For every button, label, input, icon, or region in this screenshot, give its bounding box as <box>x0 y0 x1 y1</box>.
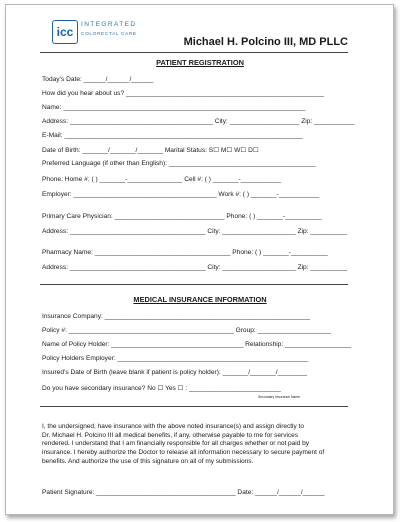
consent-line: rendered. I understand that I am financially responsible for all charges whether or not paid by <box>42 440 310 448</box>
consent-line: Dr. Michael H. Polcino III all medical benefits, if any, otherwise payable to me for services <box>42 431 299 439</box>
header-divider <box>40 52 348 53</box>
assignment-of-benefits-text <box>42 423 350 467</box>
field-pharmacy-name[interactable]: Pharmacy Name: _____________________________________ Phone: ( ) _______-__________ <box>42 249 328 256</box>
field-referral-source[interactable]: How did you hear about us? ______________________________________________________ <box>42 90 324 97</box>
field-dob-marital-status[interactable]: Date of Birth: _______/_______/_______ Marital Status: S☐ M☐ W☐ D☐ <box>42 147 259 154</box>
field-patient-signature-date[interactable]: Patient Signature: ______________________________________ Date: ______/______/______ <box>42 489 325 496</box>
field-address[interactable]: Address: _______________________________________ City: ___________________ Zip: ___________ <box>42 118 355 125</box>
secondary-insurance-caption: Secondary Insurance Name <box>258 395 301 399</box>
insurance-section-title: MEDICAL INSURANCE INFORMATION <box>133 295 267 304</box>
practice-name: Michael H. Polcino III, MD PLLC <box>183 36 348 48</box>
field-name[interactable]: Name: __________________________________________________________________ <box>42 104 306 111</box>
patient-registration-title: PATIENT REGISTRATION <box>156 58 244 67</box>
field-policy-holder-employer[interactable]: Policy Holders Employer: ____________________________________________________ <box>42 355 309 362</box>
field-employer-work-phone[interactable]: Employer: _______________________________________ Work #: ( ) _______-___________ <box>42 191 320 198</box>
field-policy-holder[interactable]: Name of Policy Holder: ____________________________________ Relationship: __________________ <box>42 341 352 348</box>
practice-logo <box>52 20 152 44</box>
field-primary-care-physician[interactable]: Primary Care Physician: ______________________________ Phone: ( ) _______-__________ <box>42 213 322 220</box>
field-insured-dob[interactable]: Insured’s Date of Birth (leave blank if patient is policy holder): _______/_______/________ <box>42 369 307 376</box>
field-email[interactable]: E-Mail: _________________________________________________________________ <box>42 132 303 139</box>
field-preferred-language[interactable]: Preferred Language (if other than English): ________________________________________ <box>42 160 316 167</box>
field-secondary-insurance[interactable]: Do you have secondary insurance? No ☐ Yes ☐ : _________________________ <box>42 385 281 392</box>
logo-text-integrated: INTEGRATED <box>81 21 137 28</box>
consent-line: I, the undersigned, have insurance with the above noted insurance(s) and assign directly to <box>42 423 304 430</box>
field-physician-address[interactable]: Address: _____________________________________ City: ____________________ Zip: __________ <box>42 228 348 235</box>
field-home-cell-phone[interactable]: Phone: Home #: ( ) _______-_______________ Cell #: ( ) _______-___________ <box>42 176 282 183</box>
logo-text-colorectal-care: COLORECTAL CARE <box>81 32 137 37</box>
field-policy-group[interactable]: Policy #: _____________________________________________ Group: ____________________ <box>42 327 331 334</box>
section-divider-patient <box>40 284 348 285</box>
consent-line: benefits. And authorize the use of this signature on all of my submissions. <box>42 457 254 465</box>
field-pharmacy-address[interactable]: Address: _____________________________________ City: ____________________ Zip: __________ <box>42 264 348 271</box>
field-insurance-company[interactable]: Insurance Company: ________________________________________________________ <box>42 313 311 320</box>
section-divider-insurance <box>40 406 348 407</box>
consent-line: insurance. I hereby authorize the Doctor to release all information necessary to secure payment of <box>42 449 325 457</box>
field-todays-date[interactable]: Today’s Date: ______/______/______ <box>42 76 154 83</box>
logo-mark: icc <box>52 20 78 44</box>
